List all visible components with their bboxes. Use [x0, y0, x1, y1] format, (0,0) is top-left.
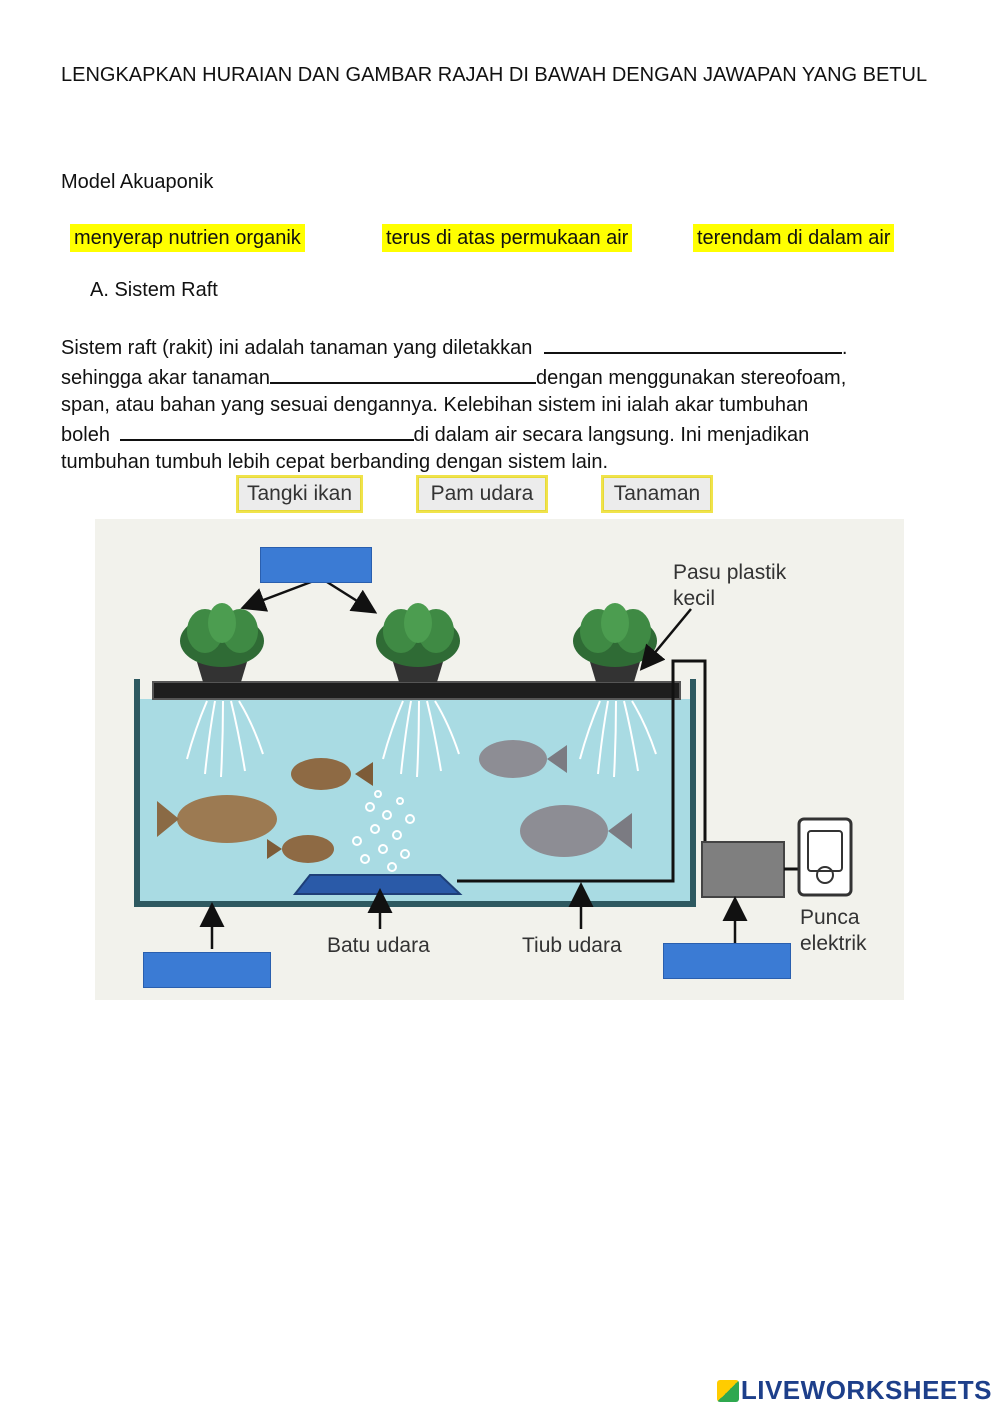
word-bank-option-2[interactable]: terus di atas permukaan air	[382, 224, 632, 252]
paragraph-line-1: Sistem raft (rakit) ini adalah tanaman yang diletakkan .	[61, 332, 951, 362]
paragraph-line-4: boleh di dalam air secara langsung. Ini menjadikan	[61, 419, 951, 449]
paragraph-line-2: sehingga akar tanaman dengan menggunakan stereofoam,	[61, 362, 951, 392]
label-tiub-udara: Tiub udara	[522, 934, 622, 957]
paragraph-line-5: tumbuhan tumbuh lebih cepat berbanding dengan sistem lain.	[61, 451, 609, 473]
drop-zone-plants[interactable]	[260, 547, 372, 583]
label-tangki-ikan[interactable]: Tangki ikan	[236, 475, 363, 513]
liveworksheets-logo-icon	[717, 1380, 739, 1402]
word-bank-option-1[interactable]: menyerap nutrien organik	[70, 224, 305, 252]
label-pasu-plastik: Pasu plastik kecil	[673, 561, 787, 610]
air-pump	[702, 842, 784, 897]
answer-blank-1[interactable]	[544, 332, 842, 354]
label-pam-udara[interactable]: Pam udara	[416, 475, 548, 513]
aquaponics-diagram	[95, 519, 904, 1000]
raft-board	[153, 682, 680, 699]
answer-blank-2[interactable]	[270, 362, 536, 384]
drop-zone-pump[interactable]	[663, 943, 791, 979]
liveworksheets-logo: LIVEWORKSHEETS	[717, 1375, 992, 1406]
label-tanaman[interactable]: Tanaman	[601, 475, 713, 513]
air-stone	[295, 875, 460, 894]
plant-3	[573, 603, 657, 682]
worksheet-title: LENGKAPKAN HURAIAN DAN GAMBAR RAJAH DI BAWAH DENGAN JAWAPAN YANG BETUL	[61, 64, 928, 86]
worksheet-subtitle: Model Akuaponik	[61, 171, 214, 193]
section-heading: A. Sistem Raft	[90, 279, 218, 301]
paragraph-line-3: span, atau bahan yang sesuai dengannya. Kelebihan sistem ini ialah akar tumbuhan	[61, 394, 809, 416]
word-bank-option-3[interactable]: terendam di dalam air	[693, 224, 894, 252]
drop-zone-tank[interactable]	[143, 952, 271, 988]
answer-blank-3[interactable]	[120, 419, 414, 441]
label-punca-elektrik: Punca elektrik	[800, 906, 867, 955]
fill-in-paragraph	[61, 332, 951, 476]
plant-2	[376, 603, 460, 682]
plant-1	[180, 603, 264, 682]
label-batu-udara: Batu udara	[327, 934, 430, 957]
